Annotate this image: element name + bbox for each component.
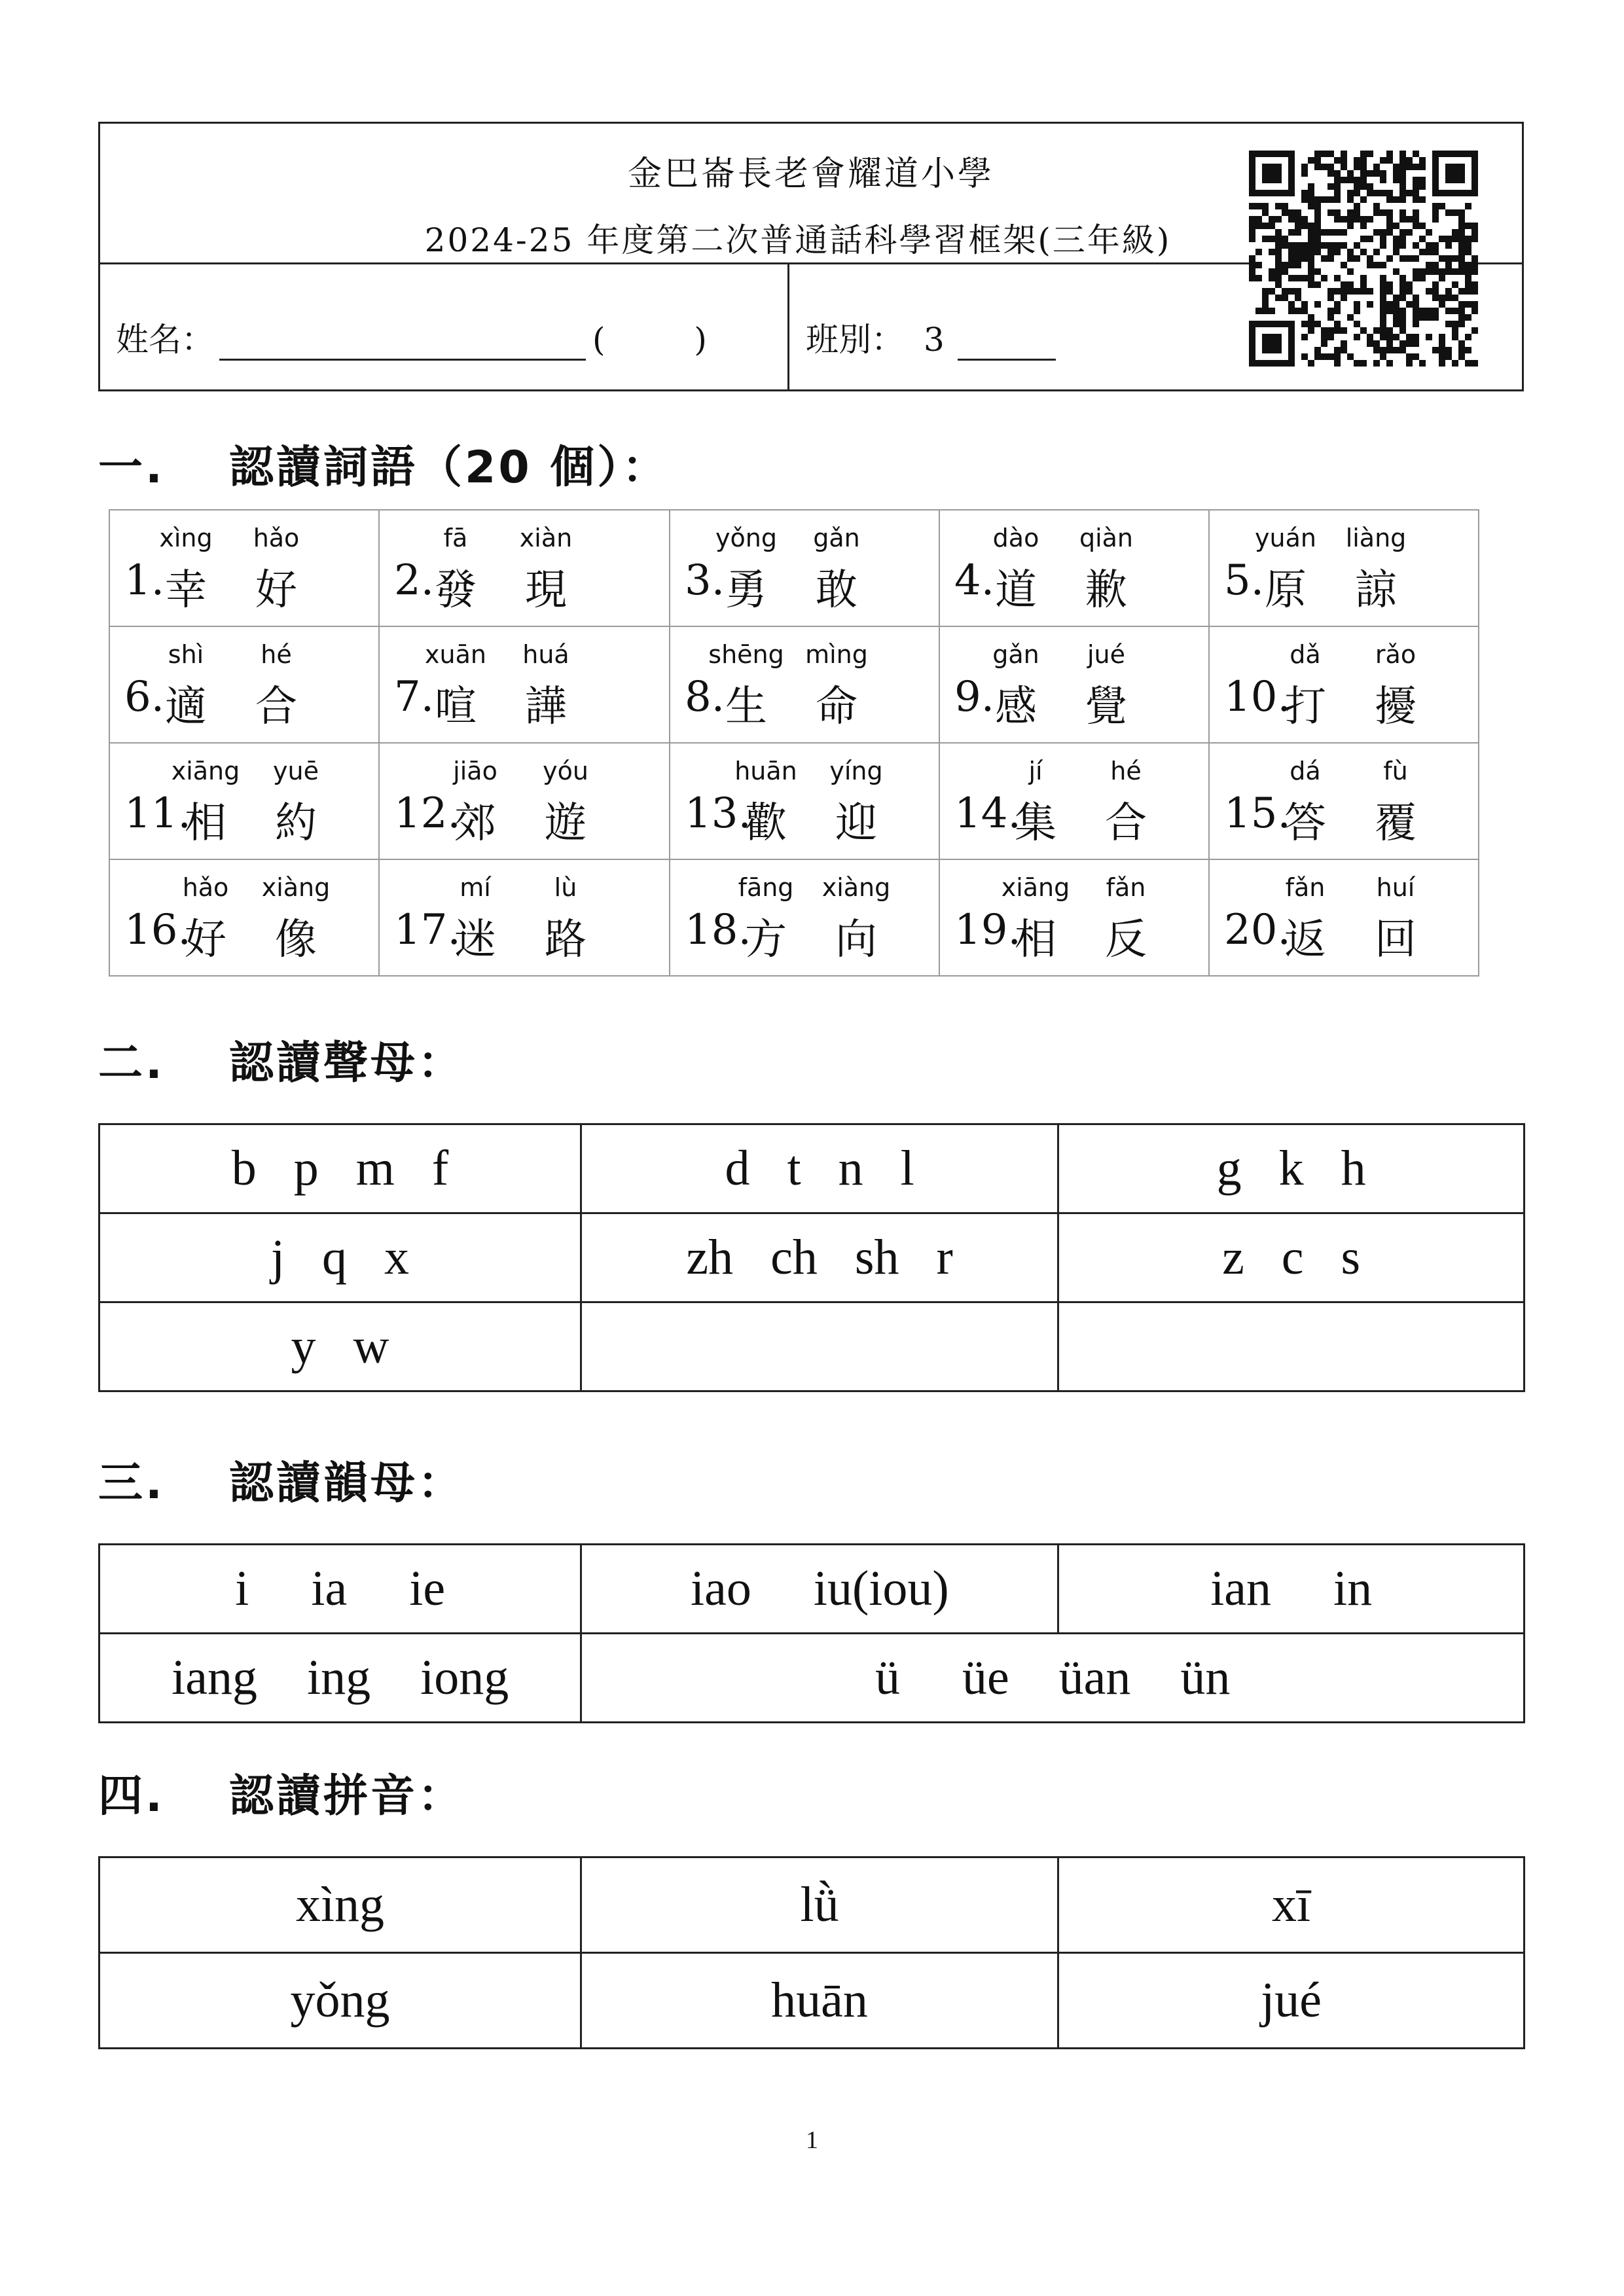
character-2: 敢	[816, 566, 857, 615]
pinyin-2: qiàn	[1079, 524, 1134, 552]
table-row	[109, 743, 1479, 859]
table-row	[109, 859, 1479, 976]
character-1: 打	[1284, 683, 1326, 731]
character-1: 勇	[725, 566, 767, 615]
vocab-cell	[1209, 743, 1479, 859]
table-row	[99, 1213, 1525, 1302]
character-2: 覺	[1085, 683, 1127, 731]
character-1: 喧	[435, 683, 477, 731]
pinyin-2: hé	[261, 640, 292, 669]
vocab-cell	[379, 859, 670, 976]
table-row	[99, 1124, 1525, 1213]
word-number: 19.	[954, 906, 1021, 954]
character-2: 迎	[835, 799, 877, 848]
pinyin-1: xìng	[159, 524, 213, 552]
table-row	[109, 626, 1479, 743]
character-1: 答	[1284, 799, 1326, 848]
vocab-cell	[379, 743, 670, 859]
character-2: 像	[275, 916, 317, 964]
word-number: 4.	[954, 556, 995, 605]
character-1: 郊	[454, 799, 496, 848]
vocab-cell	[939, 510, 1209, 626]
section-finals-heading	[98, 1448, 465, 1511]
table-cell: jué	[1058, 1953, 1525, 2049]
vocab-cell	[109, 859, 379, 976]
character-2: 譁	[525, 683, 567, 731]
vocab-cell	[1209, 626, 1479, 743]
pinyin-1: dǎ	[1290, 640, 1321, 669]
pinyin-2: rǎo	[1375, 640, 1416, 669]
section-title: 認讀詞語（20 個）：	[229, 442, 670, 493]
section-number: 一.	[98, 442, 165, 493]
qr-code-icon	[1249, 151, 1478, 367]
character-1: 生	[725, 683, 767, 731]
name-field[interactable]	[116, 314, 746, 361]
word-number: 10.	[1224, 673, 1291, 721]
page-number: 1	[806, 2126, 818, 2154]
framework-title: 2024-25 年度第二次普通話科學習框架(三年級)	[424, 221, 1172, 259]
pinyin-1: xiāng	[1001, 873, 1070, 902]
vocabulary-table	[109, 509, 1479, 977]
class-number-paren: ( )	[592, 321, 746, 359]
word-number: 2.	[394, 556, 435, 605]
character-2: 覆	[1375, 799, 1416, 848]
vocab-cell	[379, 626, 670, 743]
character-1: 歡	[745, 799, 787, 848]
character-1: 幸	[165, 566, 207, 615]
table-cell: ian in	[1058, 1545, 1525, 1634]
section-initials-heading	[98, 1028, 465, 1091]
table-cell: iang ing iong	[99, 1634, 581, 1723]
character-1: 方	[745, 916, 787, 964]
pinyin-2: huí	[1376, 873, 1415, 902]
character-1: 發	[435, 566, 477, 615]
pinyin-2: hé	[1110, 757, 1142, 785]
vocab-cell	[379, 510, 670, 626]
vocab-cell	[670, 859, 939, 976]
character-1: 迷	[454, 916, 496, 964]
word-number: 20.	[1224, 906, 1291, 954]
table-cell	[581, 1302, 1058, 1391]
table-cell: iao iu(iou)	[581, 1545, 1058, 1634]
pinyin-1: xiāng	[171, 757, 240, 785]
vocab-cell	[670, 510, 939, 626]
word-number: 17.	[394, 906, 461, 954]
table-row	[99, 1953, 1525, 2049]
word-number: 6.	[124, 673, 165, 721]
pinyin-2: xiàng	[821, 873, 891, 902]
pinyin-1: shì	[168, 640, 204, 669]
table-row	[99, 1857, 1525, 1953]
section-pinyin-heading	[98, 1761, 465, 1824]
pinyin-1: fā	[443, 524, 468, 552]
character-2: 反	[1105, 916, 1147, 964]
pinyin-1: mí	[460, 873, 491, 902]
school-name: 金巴崙長老會耀道小學	[627, 154, 994, 194]
word-number: 16.	[124, 906, 191, 954]
finals-table	[98, 1543, 1525, 1723]
table-cell: xī	[1058, 1857, 1525, 1953]
class-value: 3	[924, 321, 945, 359]
pinyin-2: liàng	[1345, 524, 1407, 552]
name-blank[interactable]	[219, 327, 586, 361]
table-cell: y w	[99, 1302, 581, 1391]
table-cell: yǒng	[99, 1953, 581, 2049]
pinyin-2: hǎo	[253, 524, 300, 552]
pinyin-2: xiàn	[519, 524, 573, 552]
character-2: 現	[525, 566, 567, 615]
initials-table	[98, 1123, 1525, 1392]
pinyin-2: yuē	[273, 757, 319, 785]
vocab-cell	[939, 743, 1209, 859]
table-cell: j q x	[99, 1213, 581, 1302]
character-2: 好	[255, 566, 297, 615]
pinyin-table	[98, 1856, 1525, 2049]
pinyin-2: jué	[1087, 640, 1126, 669]
pinyin-1: fǎn	[1285, 873, 1326, 902]
pinyin-1: gǎn	[992, 640, 1039, 669]
vocab-cell	[1209, 859, 1479, 976]
section-title: 認讀聲母：	[229, 1037, 465, 1089]
table-cell: xìng	[99, 1857, 581, 1953]
pinyin-1: fāng	[738, 873, 794, 902]
character-2: 諒	[1355, 566, 1397, 615]
section-title: 認讀拼音：	[229, 1770, 465, 1822]
vocab-cell	[670, 626, 939, 743]
table-cell: zh ch sh r	[581, 1213, 1058, 1302]
character-1: 集	[1015, 799, 1056, 848]
pinyin-2: lù	[554, 873, 577, 902]
character-2: 遊	[545, 799, 586, 848]
class-blank[interactable]	[958, 327, 1056, 361]
word-number: 9.	[954, 673, 995, 721]
table-cell: lǜ	[581, 1857, 1058, 1953]
word-number: 15.	[1224, 789, 1291, 838]
word-number: 14.	[954, 789, 1021, 838]
vocab-cell	[939, 859, 1209, 976]
pinyin-1: xuān	[425, 640, 486, 669]
word-number: 11.	[124, 789, 191, 838]
table-cell: z c s	[1058, 1213, 1525, 1302]
section-number: 三.	[98, 1458, 165, 1509]
word-number: 12.	[394, 789, 461, 838]
table-cell: b p m f	[99, 1124, 581, 1213]
character-2: 擾	[1375, 683, 1416, 731]
character-1: 返	[1284, 916, 1326, 964]
character-2: 向	[835, 916, 877, 964]
character-2: 約	[275, 799, 317, 848]
word-number: 8.	[685, 673, 725, 721]
pinyin-1: dào	[992, 524, 1039, 552]
character-1: 道	[995, 566, 1037, 615]
character-1: 適	[165, 683, 207, 731]
table-row	[99, 1545, 1525, 1634]
pinyin-2: huá	[522, 640, 569, 669]
vocab-cell	[109, 510, 379, 626]
pinyin-2: gǎn	[813, 524, 860, 552]
pinyin-1: huān	[734, 757, 797, 785]
character-2: 路	[545, 916, 586, 964]
pinyin-1: hǎo	[182, 873, 229, 902]
section-number: 四.	[98, 1770, 165, 1822]
section-number: 二.	[98, 1037, 165, 1089]
table-row	[99, 1302, 1525, 1391]
vocab-cell	[109, 743, 379, 859]
pinyin-1: dá	[1290, 757, 1321, 785]
header-vertical-divider	[787, 262, 789, 389]
character-2: 合	[1105, 799, 1147, 848]
character-1: 相	[185, 799, 226, 848]
pinyin-2: fǎn	[1106, 873, 1146, 902]
section-words-heading	[98, 432, 669, 495]
pinyin-2: yóu	[543, 757, 588, 785]
table-cell: ü üe üan ün	[581, 1634, 1525, 1723]
character-1: 好	[185, 916, 226, 964]
pinyin-1: yǒng	[715, 524, 777, 552]
pinyin-2: mìng	[805, 640, 868, 669]
character-2: 合	[255, 683, 297, 731]
table-cell: d t n l	[581, 1124, 1058, 1213]
vocab-cell	[109, 626, 379, 743]
character-1: 感	[995, 683, 1037, 731]
word-number: 13.	[685, 789, 751, 838]
pinyin-1: yuán	[1255, 524, 1316, 552]
pinyin-1: jiāo	[453, 757, 497, 785]
character-1: 原	[1265, 566, 1307, 615]
pinyin-1: jí	[1028, 757, 1043, 785]
pinyin-2: fù	[1383, 757, 1408, 785]
character-2: 回	[1375, 916, 1416, 964]
table-cell: g k h	[1058, 1124, 1525, 1213]
section-title: 認讀韻母：	[229, 1458, 465, 1509]
table-cell	[1058, 1302, 1525, 1391]
class-label: 班別：	[806, 321, 904, 359]
pinyin-1: shēng	[708, 640, 784, 669]
name-label: 姓名：	[116, 321, 214, 359]
vocab-cell	[670, 743, 939, 859]
vocab-cell	[1209, 510, 1479, 626]
table-row	[99, 1634, 1525, 1723]
word-number: 1.	[124, 556, 165, 605]
vocab-cell	[939, 626, 1209, 743]
table-row	[109, 510, 1479, 626]
word-number: 7.	[394, 673, 435, 721]
pinyin-2: yíng	[829, 757, 883, 785]
character-1: 相	[1015, 916, 1056, 964]
word-number: 5.	[1224, 556, 1265, 605]
word-number: 18.	[685, 906, 751, 954]
character-2: 命	[816, 683, 857, 731]
word-number: 3.	[685, 556, 725, 605]
table-cell: huān	[581, 1953, 1058, 2049]
pinyin-2: xiàng	[261, 873, 331, 902]
table-cell: i ia ie	[99, 1545, 581, 1634]
character-2: 歉	[1085, 566, 1127, 615]
class-field[interactable]	[806, 314, 1056, 361]
